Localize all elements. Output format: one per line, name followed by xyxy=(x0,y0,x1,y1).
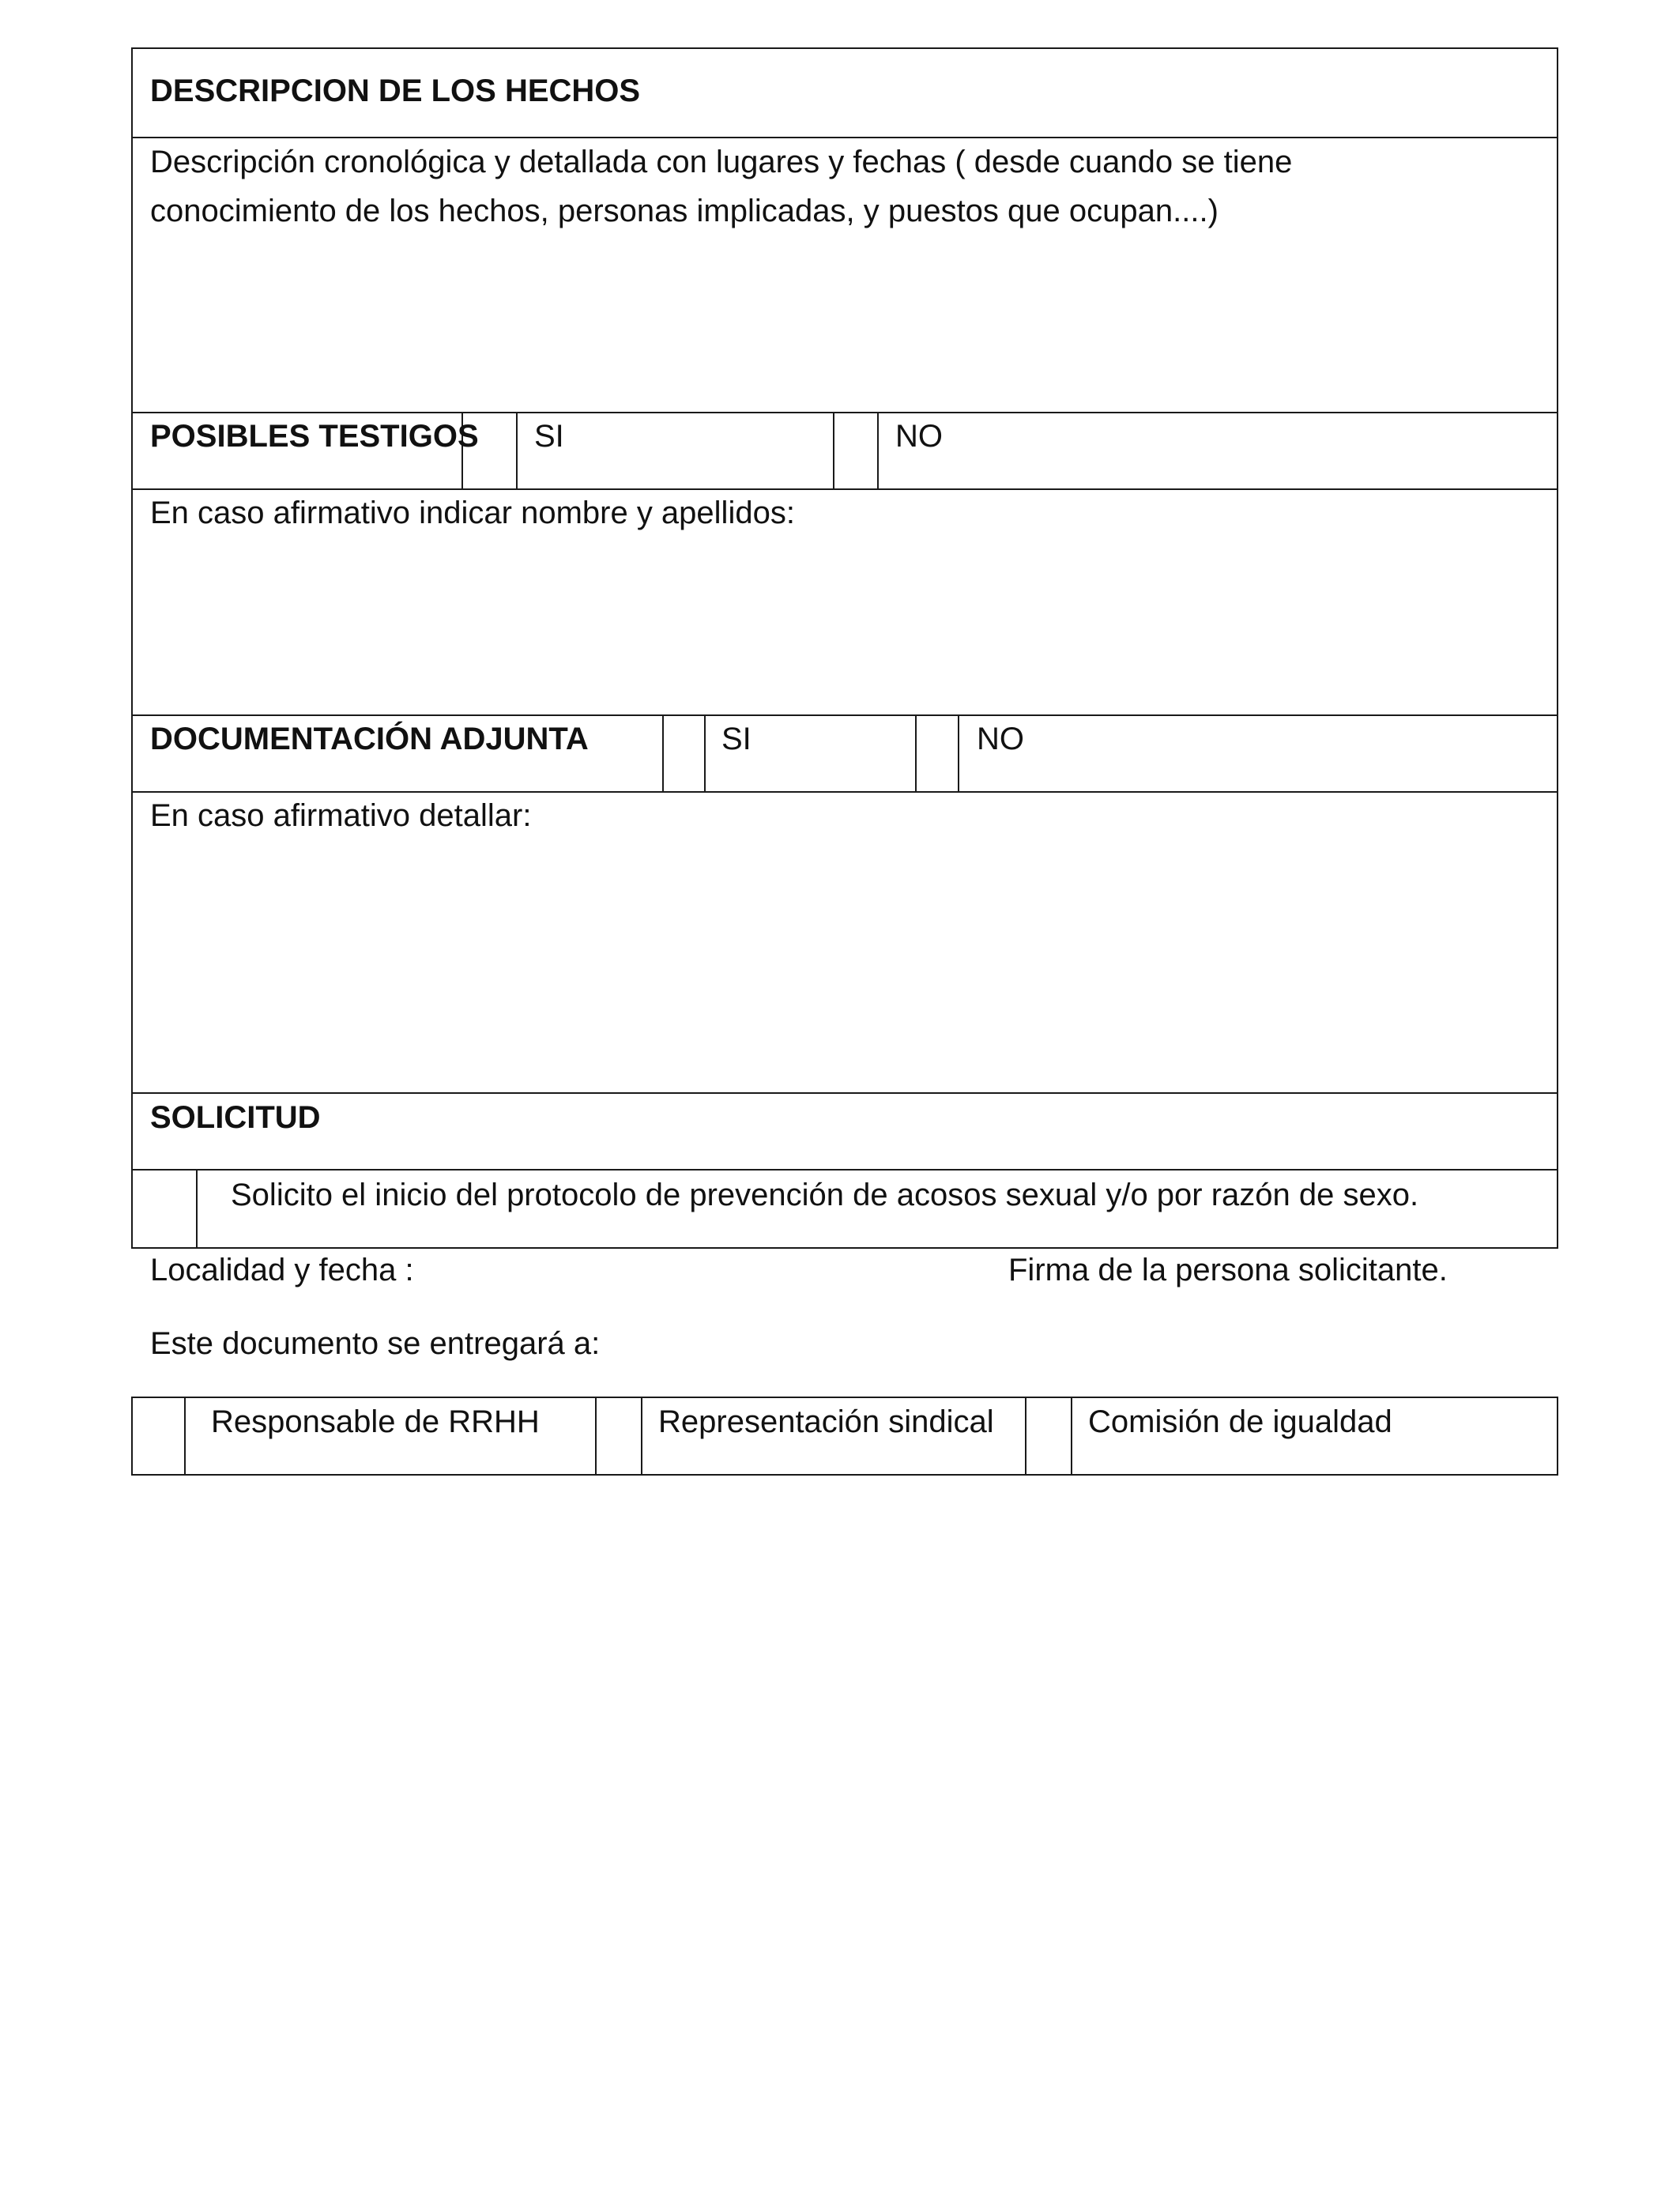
section-title-descripcion: DESCRIPCION DE LOS HECHOS xyxy=(150,74,641,108)
documentacion-followup-label: En caso afirmativo detallar: xyxy=(150,798,532,833)
cell-divider xyxy=(958,714,959,791)
documentacion-si-label: SI xyxy=(721,722,751,756)
testigos-no-label: NO xyxy=(895,419,943,454)
testigos-no-checkbox[interactable] xyxy=(834,413,877,488)
recipient-rrhh-checkbox[interactable] xyxy=(133,1398,184,1474)
cell-divider xyxy=(516,412,518,488)
cell-divider xyxy=(184,1397,186,1476)
section-title-testigos: POSIBLES TESTIGOS xyxy=(150,419,479,454)
cell-divider xyxy=(877,412,879,488)
recipient-sindical-label: Representación sindical xyxy=(658,1404,994,1439)
recipient-igualdad-label: Comisión de igualdad xyxy=(1088,1404,1392,1439)
documentacion-no-label: NO xyxy=(977,722,1024,756)
row-divider xyxy=(131,1092,1558,1094)
solicitud-checkbox[interactable] xyxy=(133,1171,196,1247)
documentacion-no-checkbox[interactable] xyxy=(917,716,958,791)
solicitud-request-text: Solicito el inicio del protocolo de prevención de acosos sexual y/o por razón de sexo. xyxy=(231,1178,1419,1212)
cell-divider xyxy=(641,1397,642,1476)
descripcion-instructions-line2: conocimiento de los hechos, personas implicadas, y puestos que ocupan....) xyxy=(150,194,1219,228)
recipient-rrhh-label: Responsable de RRHH xyxy=(211,1404,540,1439)
documentacion-answer-area[interactable] xyxy=(133,846,1557,1091)
testigos-si-checkbox[interactable] xyxy=(463,413,516,488)
documentacion-si-checkbox[interactable] xyxy=(664,716,704,791)
section-title-solicitud: SOLICITUD xyxy=(150,1100,321,1135)
testigos-followup-label: En caso afirmativo indicar nombre y apellidos: xyxy=(150,496,795,530)
descripcion-instructions-line1: Descripción cronológica y detallada con lugares y fechas ( desde cuando se tiene xyxy=(150,145,1293,179)
locality-date-label: Localidad y fecha : xyxy=(150,1253,414,1287)
section-title-documentacion: DOCUMENTACIÓN ADJUNTA xyxy=(150,722,589,756)
testigos-si-label: SI xyxy=(534,419,564,454)
cell-divider xyxy=(704,714,706,791)
delivery-intro: Este documento se entregará a: xyxy=(150,1326,601,1361)
recipient-igualdad-checkbox[interactable] xyxy=(1026,1398,1071,1474)
signature-label: Firma de la persona solicitante. xyxy=(1008,1253,1448,1287)
cell-divider xyxy=(196,1169,198,1249)
cell-divider xyxy=(1071,1397,1072,1476)
descripcion-answer-area[interactable] xyxy=(133,237,1557,411)
testigos-answer-area[interactable] xyxy=(133,545,1557,713)
recipient-sindical-checkbox[interactable] xyxy=(597,1398,641,1474)
